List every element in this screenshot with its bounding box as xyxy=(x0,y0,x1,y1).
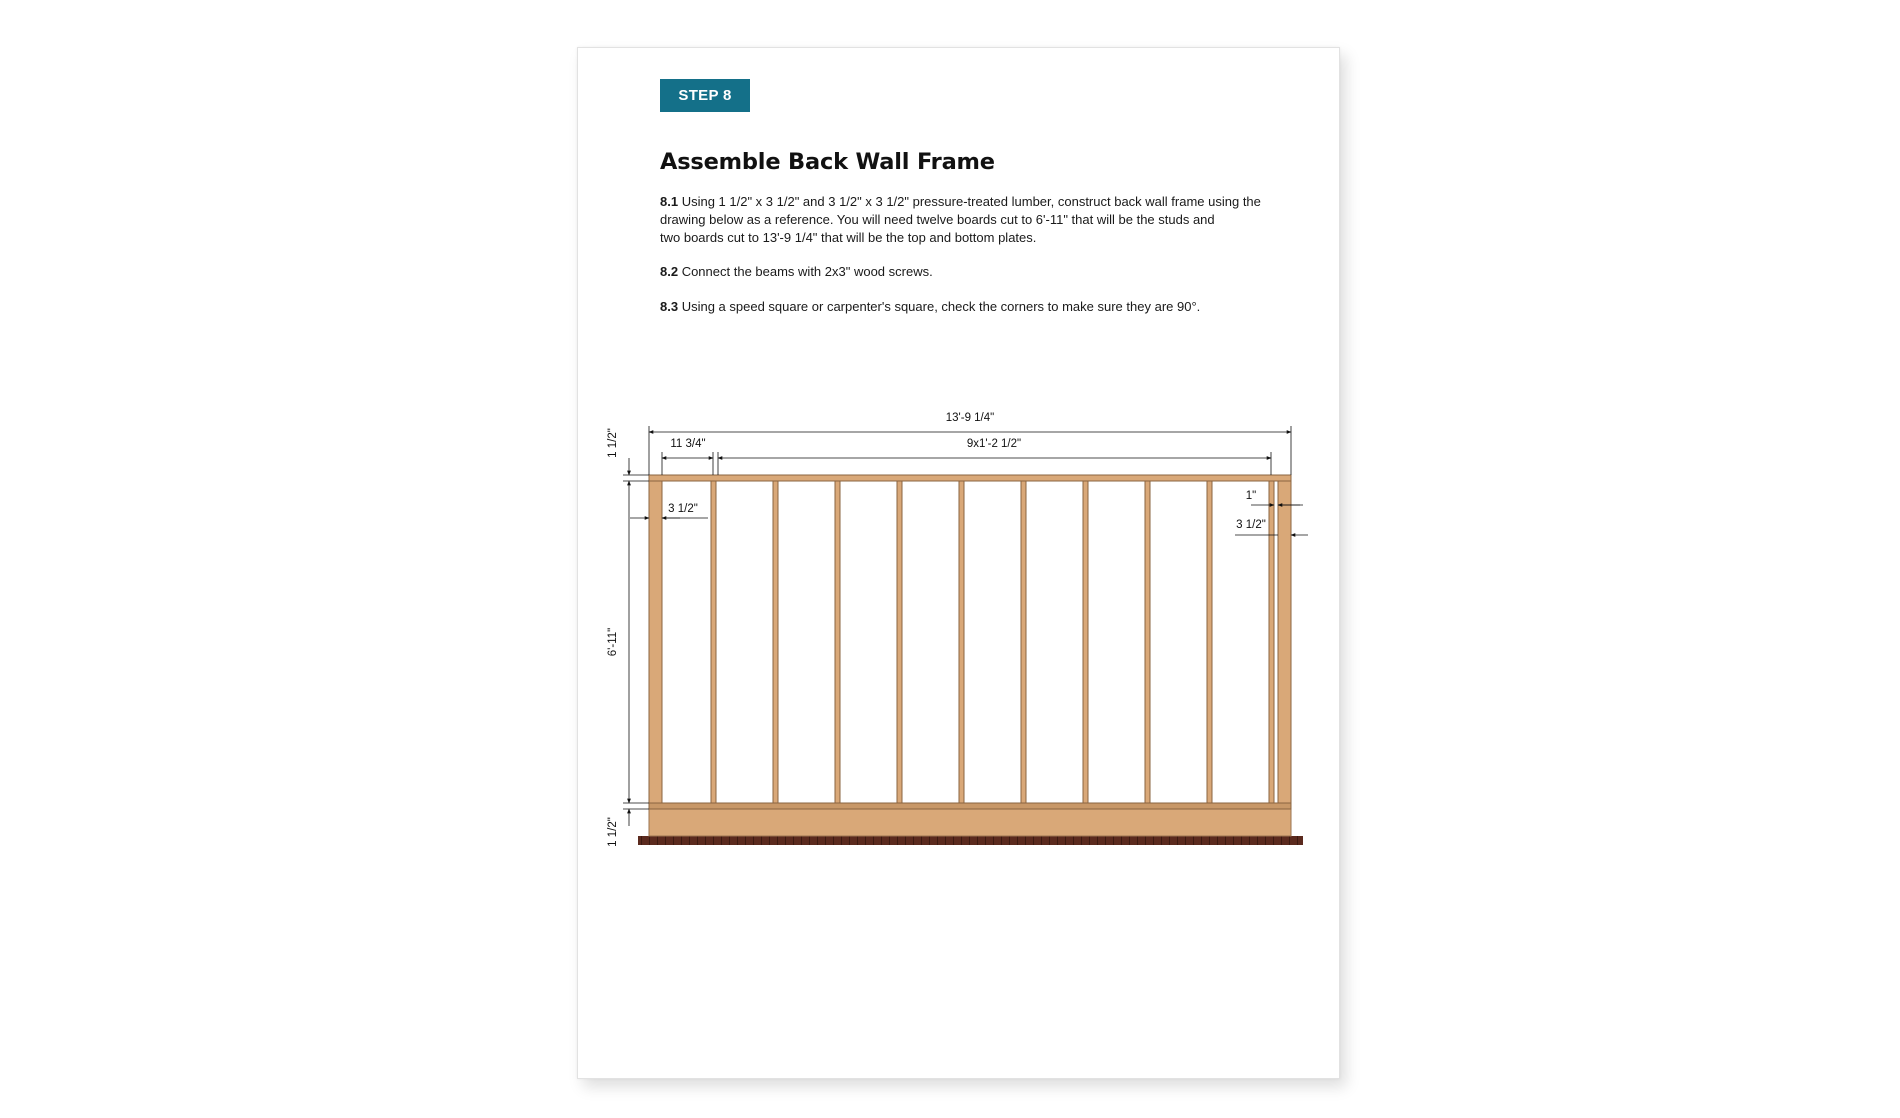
dim-corner-post-left: 3 1/2" xyxy=(668,503,698,515)
stud xyxy=(959,481,964,803)
instruction-text: Using 1 1/2" x 3 1/2" and 3 1/2" x 3 1/2" pressure-treated lumber, construct back wall frame using the xyxy=(678,194,1261,209)
corner-post-left xyxy=(649,481,662,803)
stud xyxy=(1021,481,1026,803)
dim-top-plate: 1 1/2" xyxy=(607,428,619,458)
instruction-text: Using a speed square or carpenter's square, check the corners to make sure they are 90°. xyxy=(678,299,1201,314)
instruction-8-1-line-3: two boards cut to 13'-9 1/4" that will be the top and bottom plates. xyxy=(660,230,1037,245)
dim-stud-height: 6'-11" xyxy=(607,627,619,657)
dim-gap-right: 1" xyxy=(1245,490,1257,502)
instruction-8-1-line-2: drawing below as a reference. You will need twelve boards cut to 6'-11" that will be the studs and xyxy=(660,212,1215,227)
section-title: Assemble Back Wall Frame xyxy=(660,149,995,175)
stud xyxy=(773,481,778,803)
dim-first-spacing: 11 3/4" xyxy=(670,438,706,450)
rim-board xyxy=(649,809,1291,836)
wall-frame-drawing xyxy=(578,48,1339,1078)
stud xyxy=(711,481,716,803)
dim-bottom-plate: 1 1/2" xyxy=(607,817,619,847)
stud xyxy=(897,481,902,803)
instruction-text: Connect the beams with 2x3" wood screws. xyxy=(678,264,933,279)
bottom-plate xyxy=(649,803,1291,809)
dim-stud-spacing: 9x1'-2 1/2" xyxy=(966,438,1022,450)
instruction-page xyxy=(577,47,1340,1079)
stud xyxy=(1083,481,1088,803)
stud xyxy=(1207,481,1212,803)
stud xyxy=(1269,481,1274,803)
step-number: 8.1 xyxy=(660,194,679,209)
dim-corner-post-right: 3 1/2" xyxy=(1236,519,1266,531)
step-badge: STEP 8 xyxy=(660,79,750,112)
dim-overall-width: 13'-9 1/4" xyxy=(945,412,995,424)
step-number: 8.3 xyxy=(660,299,679,314)
floor-deck xyxy=(638,836,1303,845)
stud xyxy=(1145,481,1150,803)
step-number: 8.2 xyxy=(660,264,679,279)
corner-post-right xyxy=(1278,481,1291,803)
top-plate xyxy=(649,475,1291,481)
stud xyxy=(835,481,840,803)
